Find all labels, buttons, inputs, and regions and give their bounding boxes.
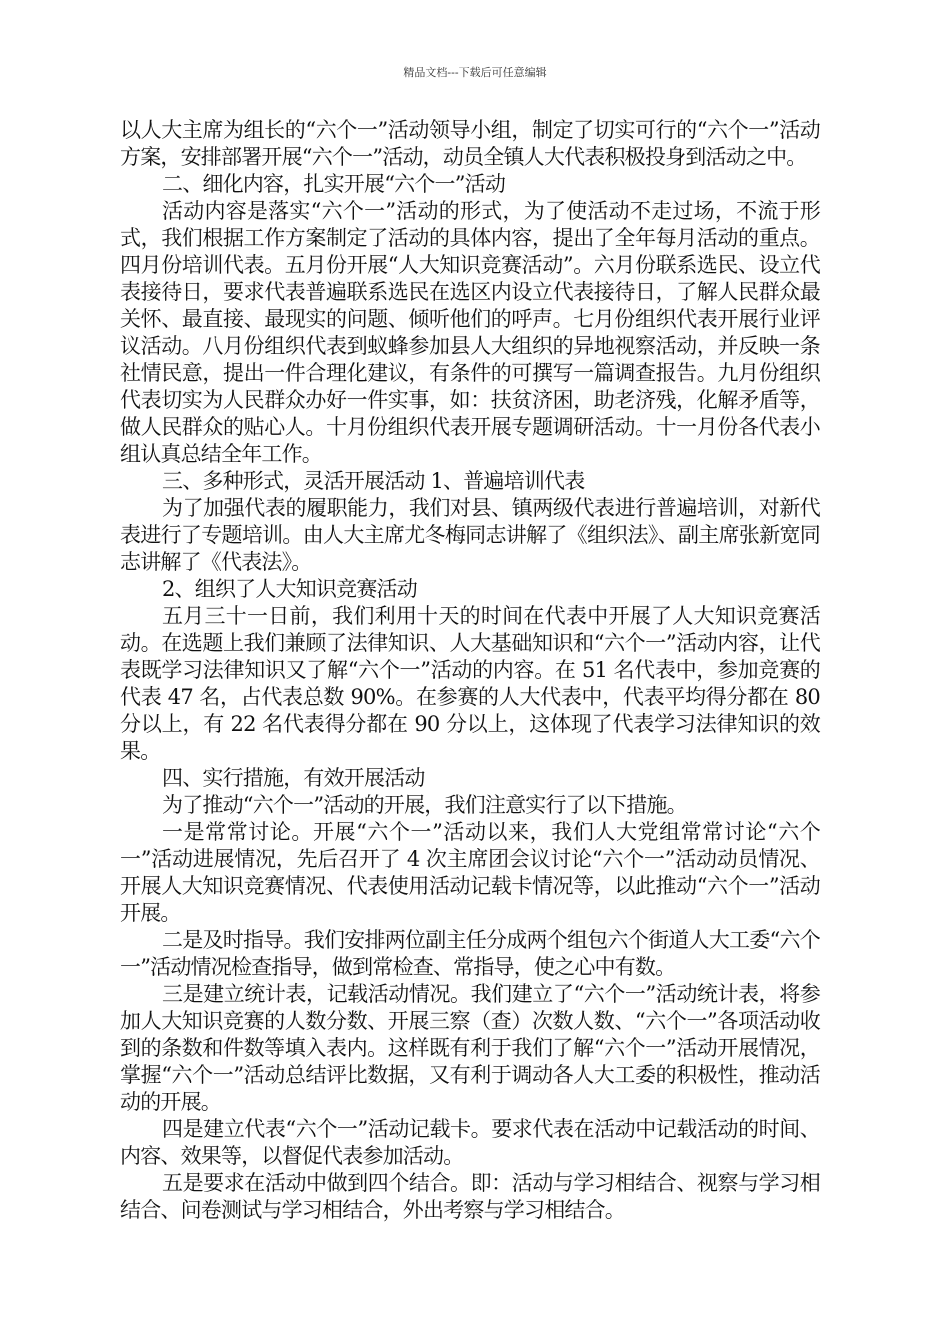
paragraph-10: 五是要求在活动中做到四个结合。即：活动与学习相结合、视察与学习相结合、问卷测试与学习相结合，外出考察与学习相结合。 — [120, 1171, 820, 1222]
paragraph-8: 三是建立统计表，记载活动情况。我们建立了“六个一”活动统计表，将参加人大知识竞赛的人数分数、开展三察（查）次数人数、“六个一”各项活动收到的条数和件数等填入表内。这样既有利于我们了解“六个一”活动开展情况，掌握“六个一”活动总结评比数据，又有利于调动各人大工委的积极性，推动活动的开展。 — [120, 982, 820, 1114]
section-heading-4: 四、实行措施，有效开展活动 — [162, 766, 425, 790]
subsection-heading-2: 2、组织了人大知识竞赛活动 — [162, 577, 417, 601]
paragraph-3: 为了加强代表的履职能力，我们对县、镇两级代表进行普遍培训，对新代表进行了专题培训。由人大主席尤冬梅同志讲解了《组织法》、副主席张新宽同志讲解了《代表法》。 — [120, 496, 820, 574]
paragraph-2: 活动内容是落实“六个一”活动的形式，为了使活动不走过场，不流于形式，我们根据工作方案制定了活动的具体内容，提出了全年每月活动的重点。四月份培训代表。五月份开展“人大知识竞赛活动”。六月份联系选民、设立代表接待日，要求代表普遍联系选民在选区内设立代表接待日，了解人民群众最关怀、最直接、最现实的问题、倾听他们的呼声。七月份组织代表开展行业评议活动。八月份组织代表到蚁蜂参加县人大组织的异地视察活动，并反映一条社情民意，提出一件合理化建议，有条件的可撰写一篇调查报告。九月份组织代表切实为人民群众办好一件实事，如：扶贫济困，助老济残，化解矛盾等，做人民群众的贴心人。十月份组织代表开展专题调研活动。十一月份各代表小组认真总结全年工作。 — [120, 199, 820, 466]
section-heading-2: 二、细化内容，扎实开展“六个一”活动 — [162, 172, 506, 196]
section-heading-3: 三、多种形式，灵活开展活动 1、普遍培训代表 — [162, 469, 585, 493]
paragraph-4: 五月三十一日前，我们利用十天的时间在代表中开展了人大知识竞赛活动。在选题上我们兼顾了法律知识、人大基础知识和“六个一”活动内容，让代表既学习法律知识又了解“六个一”活动的内容。在 51 名代表中，参加竞赛的代表 47 名，占代表总数 90%。在参赛的人大代表中，代表平均得分都在 80 分以上，有 22 名代表得分都在 90 分以上，这体现了代表学习法律知识的效果。 — [120, 604, 820, 763]
paragraph-1: 以人大主席为组长的“六个一”活动领导小组，制定了切实可行的“六个一”活动方案，安排部署开展“六个一”活动，动员全镇人大代表积极投身到活动之中。 — [120, 118, 820, 169]
paragraph-5: 为了推动“六个一”活动的开展，我们注意实行了以下措施。 — [162, 793, 687, 817]
paragraph-9: 四是建立代表“六个一”活动记载卡。要求代表在活动中记载活动的时间、内容、效果等，以督促代表参加活动。 — [120, 1117, 820, 1168]
page-header: 精品文档---下载后可任意编辑 — [403, 66, 547, 79]
document-body — [120, 117, 820, 1224]
paragraph-6: 一是常常讨论。开展“六个一”活动以来，我们人大党组常常讨论“六个一”活动进展情况，先后召开了 4 次主席团会议讨论“六个一”活动动员情况、开展人大知识竞赛情况、代表使用活动记载卡情况等，以此推动“六个一”活动开展。 — [120, 820, 820, 925]
paragraph-7: 二是及时指导。我们安排两位副主任分成两个组包六个街道人大工委“六个一”活动情况检查指导，做到常检查、常指导，使之心中有数。 — [120, 928, 820, 979]
